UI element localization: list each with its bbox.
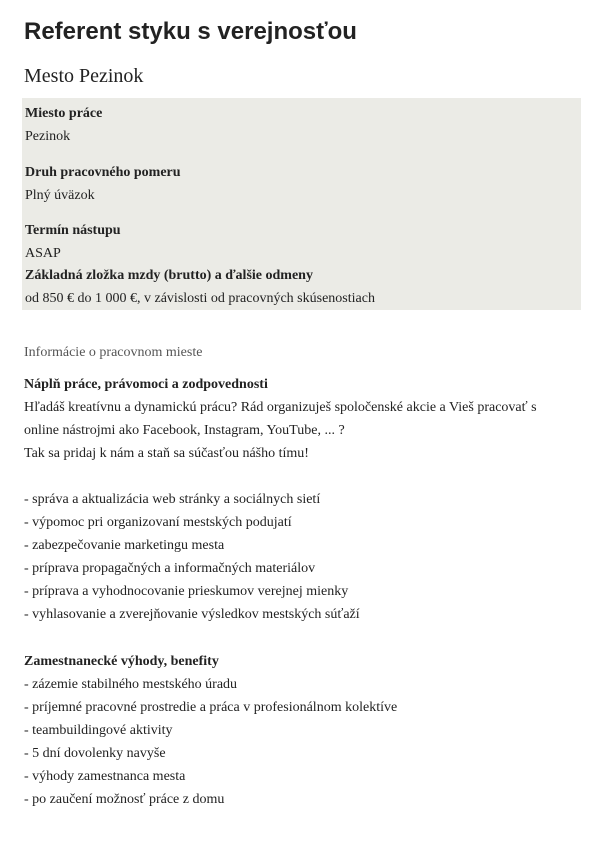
- benefit-item: - príjemné pracovné prostredie a práca v profesionálnom kolektíve: [24, 700, 398, 715]
- spacer: [24, 465, 584, 488]
- duty-item: - príprava propagačných a informačných materiálov: [24, 561, 316, 576]
- job-title: Referent styku s verejnosťou: [24, 18, 357, 45]
- duties-intro-line: Tak sa pridaj k nám a staň sa súčasťou nášho tímu!: [24, 446, 309, 461]
- start-date-value: ASAP: [25, 246, 61, 261]
- duty-item: - vyhlasovanie a zverejňovanie výsledkov mestských súťaží: [24, 607, 360, 622]
- benefit-item: - po zaučení možnosť práce z domu: [24, 792, 225, 807]
- benefit-item: - zázemie stabilného mestského úradu: [24, 677, 238, 692]
- employment-type-value: Plný úväzok: [25, 188, 95, 203]
- employer-name: Mesto Pezinok: [24, 65, 144, 87]
- benefit-item: - 5 dní dovolenky navyše: [24, 746, 166, 761]
- benefits-heading: Zamestnanecké výhody, benefity: [24, 654, 219, 669]
- job-summary-box: [22, 98, 581, 310]
- duties-section: [24, 373, 584, 626]
- benefit-item: - výhody zamestnanca mesta: [24, 769, 186, 784]
- salary-label: Základná zložka mzdy (brutto) a ďalšie odmeny: [25, 268, 313, 283]
- duty-item: - zabezpečovanie marketingu mesta: [24, 538, 225, 553]
- location-value: Pezinok: [25, 129, 71, 144]
- duty-item: - výpomoc pri organizovaní mestských podujatí: [24, 515, 292, 530]
- benefit-item: - teambuildingové aktivity: [24, 723, 173, 738]
- info-section-heading: Informácie o pracovnom mieste: [24, 345, 203, 360]
- duties-intro-line: Hľadáš kreatívnu a dynamickú prácu? Rád organizuješ spoločenské akcie a Vieš pracovať s: [24, 400, 537, 415]
- employment-type-label: Druh pracovného pomeru: [25, 165, 181, 180]
- location-label: Miesto práce: [25, 106, 103, 121]
- duty-item: - príprava a vyhodnocovanie prieskumov verejnej mienky: [24, 584, 349, 599]
- duty-item: - správa a aktualizácia web stránky a sociálnych sietí: [24, 492, 321, 507]
- salary-value: od 850 € do 1 000 €, v závislosti od pracovných skúsenostiach: [25, 291, 375, 306]
- duties-heading: Náplň práce, právomoci a zodpovednosti: [24, 377, 268, 392]
- duties-intro-line: online nástrojmi ako Facebook, Instagram, YouTube, ... ?: [24, 423, 345, 438]
- start-date-label: Termín nástupu: [25, 223, 121, 238]
- benefits-section: [24, 650, 584, 811]
